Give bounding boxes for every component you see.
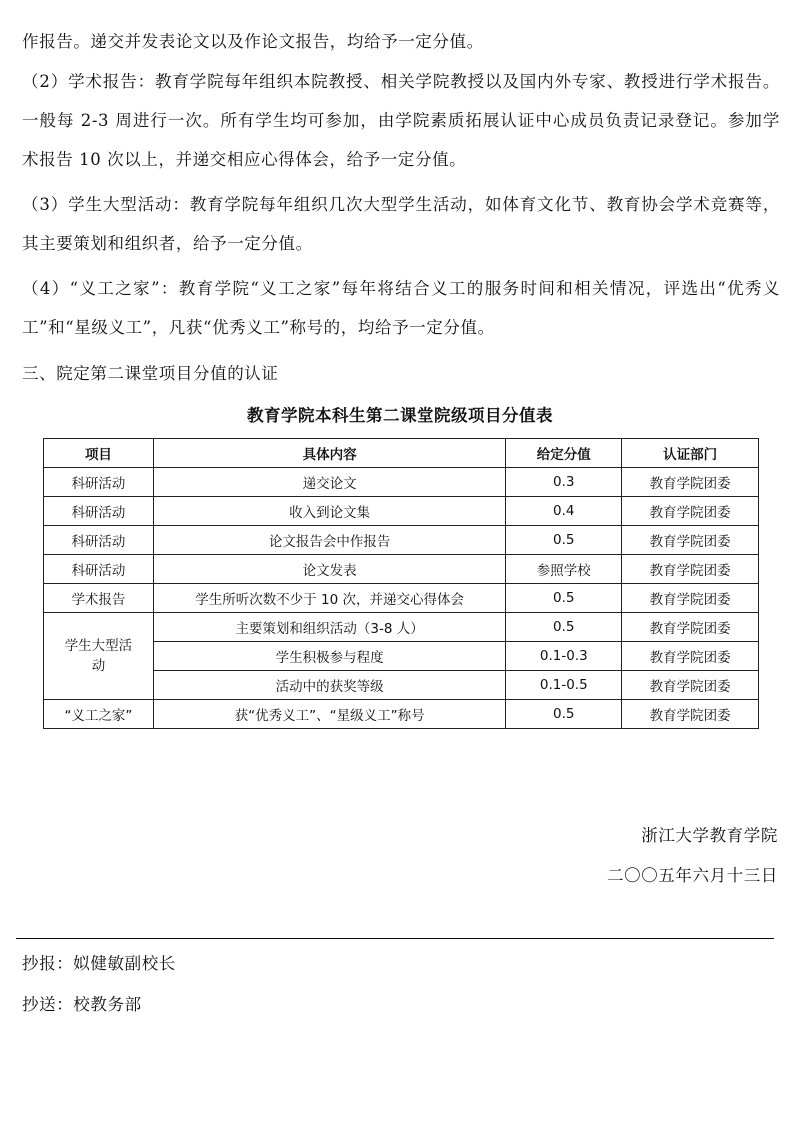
cc-report-line: 抄报：姒健敏副校长 (22, 954, 176, 973)
score-table (43, 438, 759, 729)
table-row (44, 555, 759, 584)
header-department: 认证部门 (622, 439, 759, 468)
signature-organization: 浙江大学教育学院 (641, 826, 778, 845)
cell-score: 参照学校 (506, 555, 622, 584)
table-row (44, 497, 759, 526)
table-title: 教育学院本科生第二课堂院级项目分值表 (247, 406, 553, 425)
cell-department: 教育学院团委 (622, 526, 759, 555)
cell-item: 科研活动 (44, 526, 154, 555)
table-row (44, 584, 759, 613)
cell-score: 0.5 (506, 584, 622, 613)
signature-date: 二〇〇五年六月十三日 (607, 866, 778, 885)
cell-score: 0.5 (506, 526, 622, 555)
cell-score: 0.5 (506, 613, 622, 642)
cell-item: “义工之家” (44, 700, 154, 729)
cell-content: 收入到论文集 (153, 497, 505, 526)
cell-item: 科研活动 (44, 555, 154, 584)
cell-item: 学术报告 (44, 584, 154, 613)
cell-score: 0.3 (506, 468, 622, 497)
header-score: 给定分值 (506, 439, 622, 468)
divider-line (16, 938, 774, 939)
cell-item: 科研活动 (44, 497, 154, 526)
cell-content: 获“优秀义工”、“星级义工”称号 (153, 700, 505, 729)
table-row (44, 613, 759, 642)
cell-content: 学生积极参与程度 (153, 642, 505, 671)
header-item: 项目 (44, 439, 154, 468)
cell-score: 0.4 (506, 497, 622, 526)
cell-score: 0.1-0.3 (506, 642, 622, 671)
cell-department: 教育学院团委 (622, 700, 759, 729)
table-header-row (44, 439, 759, 468)
paragraph-student-activities: （3）学生大型活动：教育学院每年组织几次大型学生活动，如体育文化节、教育协会学术竞赛等，其主要策划和组织者，给予一定分值。 (22, 195, 780, 253)
cell-department: 教育学院团委 (622, 671, 759, 700)
cell-score: 0.1-0.5 (506, 671, 622, 700)
paragraph-continuation: 作报告。递交并发表论文以及作论文报告，均给予一定分值。 (22, 32, 484, 51)
table-row (44, 700, 759, 729)
cell-department: 教育学院团委 (622, 468, 759, 497)
section-heading-three: 三、院定第二课堂项目分值的认证 (22, 364, 279, 383)
cell-department: 教育学院团委 (622, 584, 759, 613)
cell-content: 递交论文 (153, 468, 505, 497)
cell-score: 0.5 (506, 700, 622, 729)
paragraph-volunteer-home: （4）“义工之家”：教育学院“义工之家”每年将结合义工的服务时间和相关情况，评选出“优秀义工”和“星级义工”，凡获“优秀义工”称号的，均给予一定分值。 (22, 279, 780, 337)
cell-item-merged: 学生大型活动 (44, 613, 154, 700)
cell-content: 学生所听次数不少于 10 次，并递交心得体会 (153, 584, 505, 613)
cell-content: 主要策划和组织活动（3-8 人） (153, 613, 505, 642)
table-row (44, 468, 759, 497)
cell-content: 论文报告会中作报告 (153, 526, 505, 555)
cell-department: 教育学院团委 (622, 497, 759, 526)
cell-item: 科研活动 (44, 468, 154, 497)
cell-content: 论文发表 (153, 555, 505, 584)
cell-department: 教育学院团委 (622, 613, 759, 642)
cc-send-line: 抄送：校教务部 (22, 995, 142, 1014)
header-content: 具体内容 (153, 439, 505, 468)
table-row (44, 526, 759, 555)
cell-department: 教育学院团委 (622, 555, 759, 584)
paragraph-academic-report: （2）学术报告：教育学院每年组织本院教授、相关学院教授以及国内外专家、教授进行学术报告。一般每 2-3 周进行一次。所有学生均可参加，由学院素质拓展认证中心成员负责记录登记。参加学术报告 10 次以上，并递交相应心得体会，给予一定分值。 (22, 72, 780, 169)
cell-department: 教育学院团委 (622, 642, 759, 671)
cell-content: 活动中的获奖等级 (153, 671, 505, 700)
